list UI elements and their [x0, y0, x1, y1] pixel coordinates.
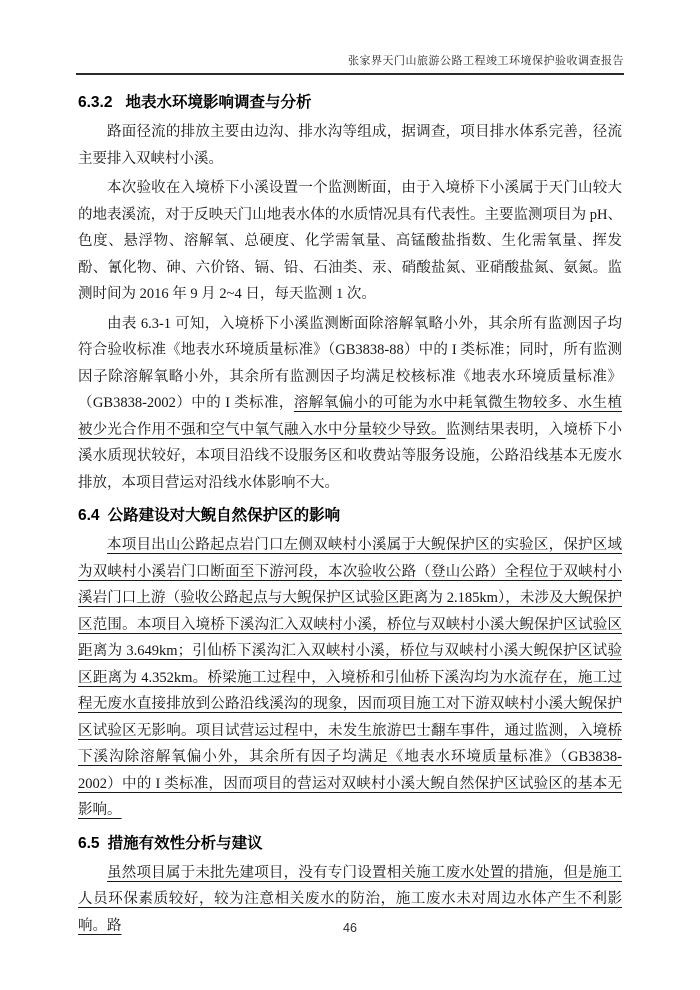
section-heading-6-3-2 — [78, 89, 622, 116]
page-header — [76, 0, 624, 75]
section-heading-6-5 — [78, 830, 622, 857]
paragraph-text: 监测结果表明，入境桥下小溪水质现状较好，本项目沿线不设服务区和收费站等服务设施，公路沿线基本无废水排放，本项目营运对沿线水体影响不大。 — [78, 421, 623, 491]
section-title: 公路建设对大鲵自然保护区的影响 — [107, 507, 341, 524]
underlined-passage: 本项目出山公路起点岩门口左侧双峡村小溪属于大鲵保护区的实验区，保护区域为双峡村小溪岩门口断面至下游河段，本次验收公路（登山公路）全程位于双峡村小溪岩门口上游（验收公路起点与大鲵保护区试验区距离为 2.185km），未涉及大鲵保护区范围。本项目入境桥下溪沟汇入双峡村小溪，桥位与双峡村小溪大鲵保护区试验区距离为 3.649km；引仙桥下溪沟汇入双峡村小溪，桥位与双峡村小溪大鲵保护区试验区距离为 4.352km。桥梁施工过程中，入境桥和引仙桥下溪沟均为水流存在，施工过程无废水直接排放到公路沿线溪沟的现象，因而项目施工对下游双峡村小溪大鲵保护区试验区无影响。项目试营运过程中，未发生旅游巴士翻车事件，通过监测，入境桥下溪沟除溶解氧偏小外，其余所有因子均满足《地表水环境质量标准》（GB3838-2002）中的 I 类标准，因而项目的营运对双峡村小溪大鲵自然保护区试验区的基本无影响。 — [78, 537, 622, 818]
section-heading-6-4 — [78, 502, 622, 529]
header-divider — [76, 73, 624, 75]
section-number: 6.3.2 — [78, 94, 113, 111]
underlined-passage: 虽然项目属于未批先建项目，没有专门设置相关施工废水处置的措施，但是施工人员环保素质较好，较为注意相关废水的防治，施工废水未对周边水体产生不利影响。路 — [78, 864, 622, 934]
section-number: 6.5 — [78, 834, 100, 852]
section-title: 措施有效性分析与建议 — [107, 834, 263, 852]
paragraph-results — [78, 311, 622, 497]
paragraph-text: 由表 6.3-1 可知，入境桥下小溪监测断面除溶解氧略小外，其余所有监测因子均符合验收标准《地表水环境质量标准》（GB3838-88）中的 I 类标准；同时，所有监测因子除溶解氧略小外，其余所有监测因子均满足校核标准《地表水环境质量标准》（GB3838-2002）中的 I 类标准， — [78, 315, 622, 411]
underlined-passage: 溶解氧偏小的可能为水中耗氧微生物较多、水生植被少光合作用不强和空气中氧气融入水中分量较少导致。 — [78, 395, 622, 438]
paragraph-monitoring: 本次验收在入境桥下小溪设置一个监测断面，由于入境桥下小溪属于天门山较大的地表溪流，对于反映天门山地表水体的水质情况具有代表性。主要监测项目为 pH、色度、悬浮物、溶解氧、总硬度、化学需氧量、高锰酸盐指数、生化需氧量、挥发酚、氰化物、砷、六价铬、镉、铅、石油类、汞、硝酸盐氮、亚硝酸盐氮、氨氮。监测时间为 2016 年 9 月 2~4 日，每天监测 1 次。 — [78, 180, 622, 302]
paragraph-giant-salamander-reserve — [78, 532, 622, 824]
page-number: 46 — [343, 921, 357, 935]
section-number: 6.4 — [78, 507, 100, 524]
document-body — [78, 89, 622, 939]
running-header-title: 张家界天门山旅游公路工程竣工环境保护验收调查报告 — [348, 55, 624, 67]
paragraph-runoff: 路面径流的排放主要由边沟、排水沟等组成，据调查，项目排水体系完善，径流主要排入双峡村小溪。 — [78, 124, 622, 167]
section-title: 地表水环境影响调查与分析 — [125, 94, 312, 111]
